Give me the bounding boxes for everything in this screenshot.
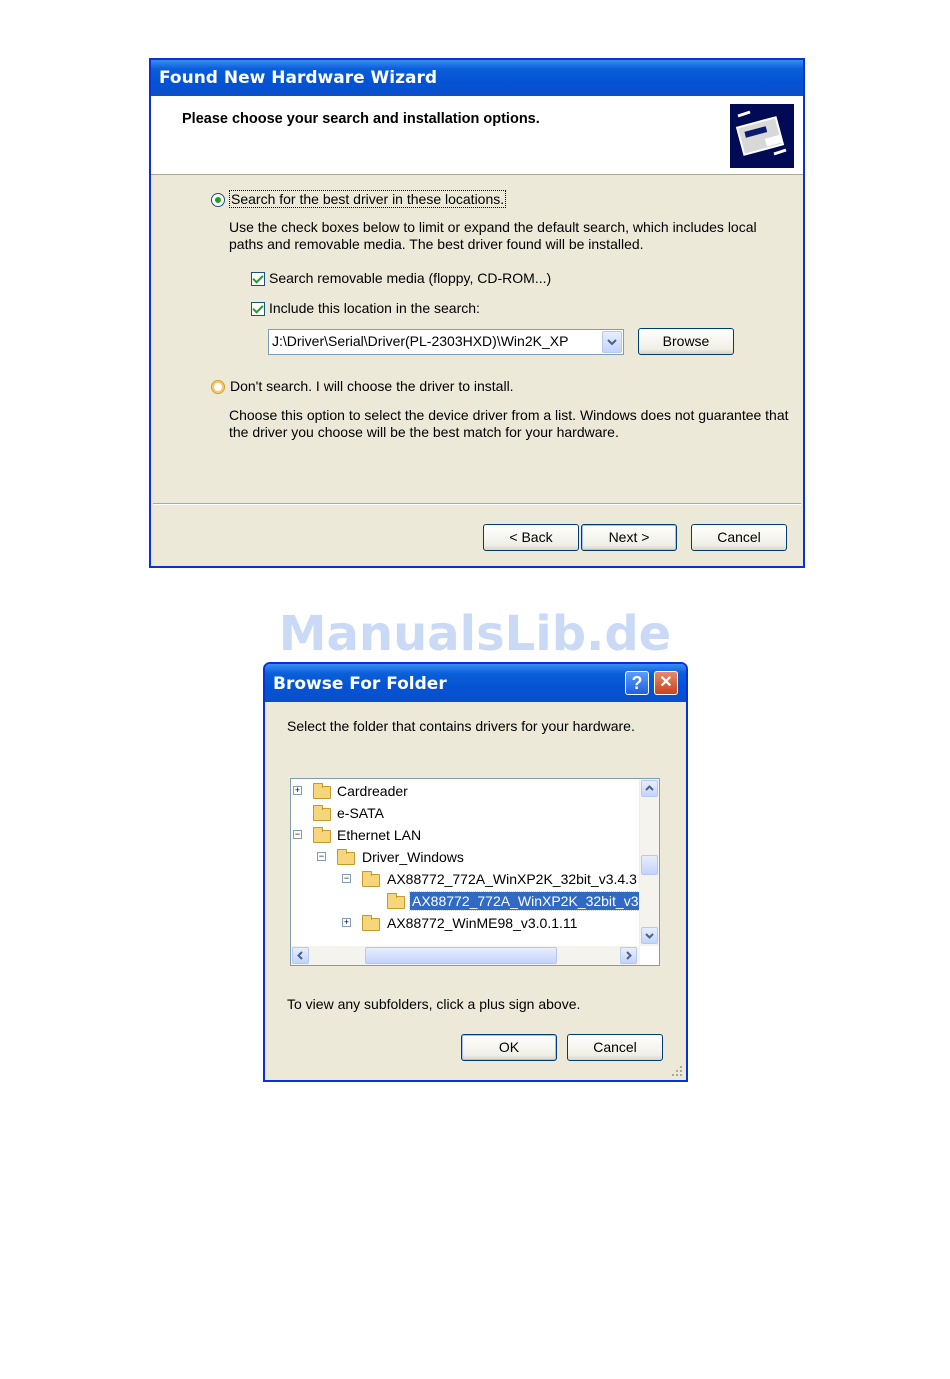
search-desc-line-2: paths and removable media. The best driver found will be installed.: [229, 236, 644, 252]
wizard-title: Found New Hardware Wizard: [159, 68, 438, 88]
horizontal-scroll-thumb[interactable]: [365, 947, 557, 964]
chevron-down-icon: [603, 332, 621, 352]
cancel-button[interactable]: Cancel: [691, 524, 787, 551]
browse-title: Browse For Folder: [273, 674, 447, 694]
browse-title-bar[interactable]: [265, 664, 686, 702]
folder-open-icon: [362, 874, 380, 887]
dont-search-desc-line-2: the driver you choose will be the best match for your hardware.: [229, 424, 619, 440]
combobox-dropdown-button[interactable]: [602, 331, 622, 353]
browse-folder-dialog: [263, 662, 688, 1082]
chevron-right-icon: [621, 948, 636, 963]
hardware-wizard-window: [149, 58, 805, 568]
chevron-down-icon: [642, 928, 657, 943]
location-path-value: J:\Driver\Serial\Driver(PL-2303HXD)\Win2K_XP: [272, 333, 569, 349]
folder-open-icon: [387, 896, 405, 909]
tree-item-label: AX88772_772A_WinXP2K_32bit_v3.4.3: [387, 871, 637, 887]
tree-item-label: Ethernet LAN: [337, 827, 422, 843]
dont-search-radio[interactable]: [211, 380, 225, 394]
close-button[interactable]: [654, 671, 678, 695]
folder-open-icon: [313, 830, 331, 843]
wizard-title-bar[interactable]: [151, 60, 803, 96]
search-best-driver-label[interactable]: Search for the best driver in these locations.: [231, 191, 505, 207]
tree-item-label: Cardreader: [337, 783, 408, 799]
tree-item-label: Driver_Windows: [362, 849, 464, 865]
chevron-left-icon: [293, 948, 308, 963]
tree-item-label: e-SATA: [337, 805, 384, 821]
tree-item-label-selected: AX88772_772A_WinXP2K_32bit_v3: [412, 893, 639, 909]
search-desc-line-1: Use the check boxes below to limit or expand the default search, which includes local: [229, 219, 757, 235]
dont-search-label[interactable]: Don't search. I will choose the driver to install.: [230, 378, 514, 394]
folder-tree-view[interactable]: [290, 778, 660, 966]
next-button[interactable]: Next >: [581, 524, 677, 551]
folder-icon: [313, 808, 331, 821]
collapse-minus-icon[interactable]: −: [318, 851, 325, 861]
browse-instruction: Select the folder that contains drivers for your hardware.: [287, 718, 635, 734]
browse-button[interactable]: Browse: [638, 328, 734, 355]
include-location-label[interactable]: Include this location in the search:: [269, 300, 480, 316]
dont-search-desc-line-1: Choose this option to select the device driver from a list. Windows does not guarantee that: [229, 407, 789, 423]
horizontal-scrollbar[interactable]: [291, 946, 640, 965]
search-removable-checkbox[interactable]: [251, 272, 265, 286]
folder-icon: [313, 786, 331, 799]
collapse-minus-icon[interactable]: −: [343, 873, 350, 883]
scroll-down-button[interactable]: [641, 927, 658, 944]
chevron-up-icon: [642, 781, 657, 796]
search-removable-label[interactable]: Search removable media (floppy, CD-ROM...): [269, 270, 552, 286]
back-button[interactable]: < Back: [483, 524, 579, 551]
wizard-header-text: Please choose your search and installation options.: [182, 111, 540, 127]
watermark-text: ManualsLib.de: [278, 606, 672, 662]
hardware-wizard-icon: [730, 104, 794, 168]
wizard-header-panel: [151, 96, 803, 175]
folder-icon: [362, 918, 380, 931]
wizard-button-divider: [153, 503, 801, 505]
ok-button[interactable]: OK: [461, 1034, 557, 1061]
expand-plus-icon[interactable]: +: [294, 785, 301, 795]
scroll-right-button[interactable]: [620, 947, 637, 964]
folder-open-icon: [337, 852, 355, 865]
browse-cancel-button[interactable]: Cancel: [567, 1034, 663, 1061]
help-icon: ?: [631, 673, 643, 693]
scroll-up-button[interactable]: [641, 780, 658, 797]
vertical-scrollbar[interactable]: [639, 779, 659, 946]
help-button[interactable]: [625, 671, 649, 695]
resize-grip-icon[interactable]: [670, 1064, 684, 1078]
expand-plus-icon[interactable]: +: [343, 917, 350, 927]
close-icon: ✕: [659, 674, 673, 691]
location-path-combobox[interactable]: [268, 329, 624, 355]
search-best-driver-radio[interactable]: [211, 193, 225, 207]
include-location-checkbox[interactable]: [251, 302, 265, 316]
subfolder-hint: To view any subfolders, click a plus sign above.: [287, 996, 581, 1012]
vertical-scroll-thumb[interactable]: [641, 855, 658, 875]
scroll-left-button[interactable]: [292, 947, 309, 964]
tree-item-label: AX88772_WinME98_v3.0.1.11: [387, 915, 578, 931]
collapse-minus-icon[interactable]: −: [294, 829, 301, 839]
